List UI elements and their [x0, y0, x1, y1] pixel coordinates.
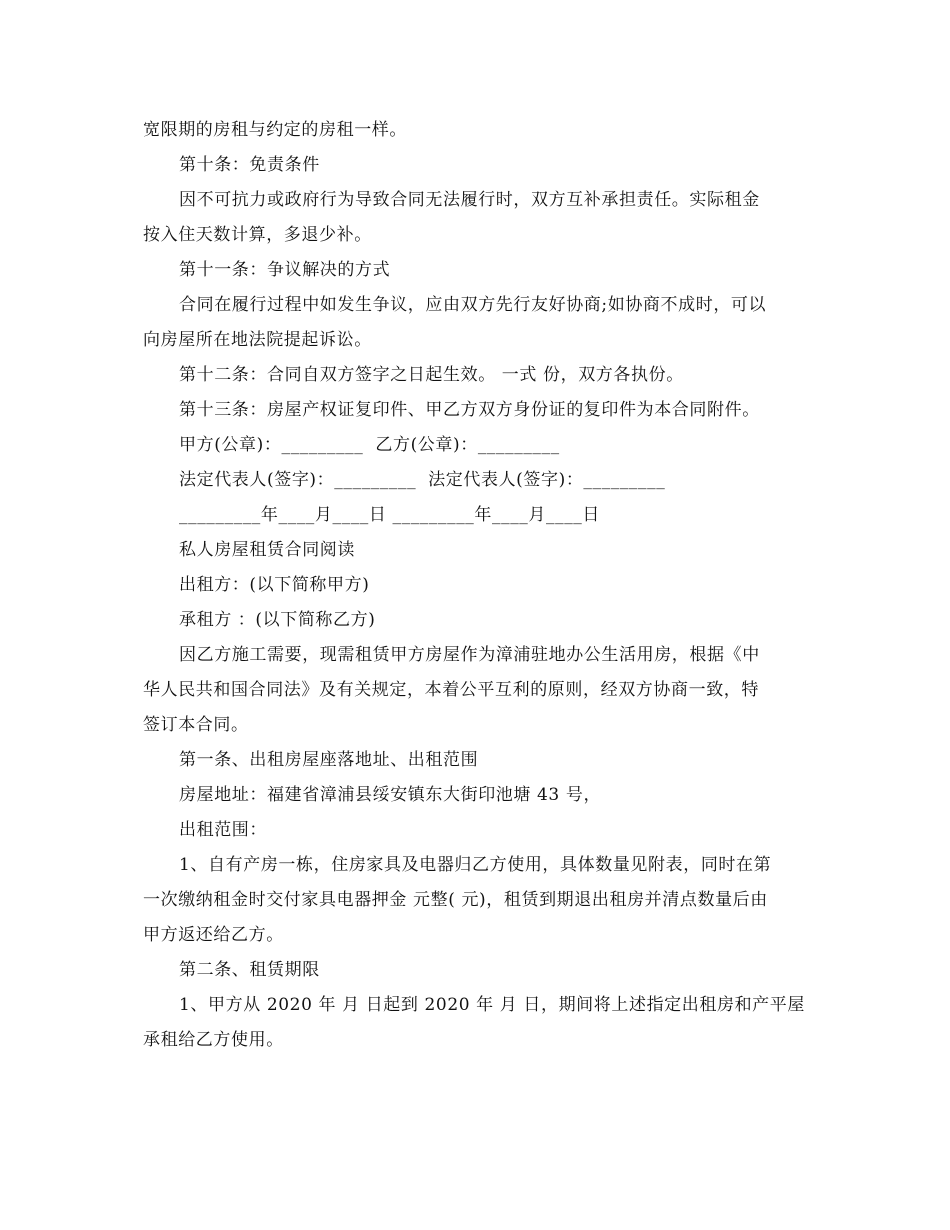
text-line: 私人房屋租赁合同阅读: [179, 540, 355, 560]
text-line: 甲方(公章)：_________ 乙方(公章)：_________: [179, 435, 560, 455]
text-line: 第一条、出租房屋座落地址、出租范围: [179, 750, 479, 770]
text-line: 1、自有产房一栋，住房家具及电器归乙方使用，具体数量见附表，同时在第: [179, 855, 772, 875]
text-line: 第十三条：房屋产权证复印件、甲乙方双方身份证的复印件为本合同附件。: [179, 400, 760, 420]
text-line: 按入住天数计算，多退少补。: [143, 225, 372, 245]
document-body: [143, 113, 808, 1058]
text-line: 出租范围：: [179, 820, 267, 840]
text-line: 甲方返还给乙方。: [143, 925, 284, 945]
text-line: _________年____月____日 _________年____月____日: [179, 505, 601, 525]
text-line: 第二条、租赁期限: [179, 960, 320, 980]
text-line: 承租给乙方使用。: [143, 1030, 284, 1050]
text-line: 因不可抗力或政府行为导致合同无法履行时，双方互补承担责任。实际租金: [179, 190, 760, 210]
text-line: 向房屋所在地法院提起诉讼。: [143, 330, 372, 350]
text-line: 1、甲方从 2020 年 月 日起到 2020 年 月 日，期间将上述指定出租房和产平屋: [179, 995, 805, 1015]
text-line: 合同在履行过程中如发生争议，应由双方先行友好协商;如协商不成时，可以: [179, 295, 767, 315]
text-line: 因乙方施工需要，现需租赁甲方房屋作为漳浦驻地办公生活用房，根据《中: [179, 645, 760, 665]
text-line: 出租方：(以下简称甲方): [179, 575, 370, 595]
text-line: 宽限期的房租与约定的房租一样。: [143, 120, 407, 140]
text-line: 华人民共和国合同法》及有关规定，本着公平互利的原则，经双方协商一致，特: [143, 680, 759, 700]
text-line: 承租方 ：(以下简称乙方): [179, 610, 376, 630]
text-line: 法定代表人(签字)：_________ 法定代表人(签字)：_________: [179, 470, 666, 490]
text-line: 第十二条：合同自双方签字之日起生效。 一式 份，双方各执份。: [179, 365, 684, 385]
text-line: 第十一条：争议解决的方式: [179, 260, 391, 280]
text-line: 房屋地址：福建省漳浦县绥安镇东大街印池塘 43 号，: [179, 785, 602, 805]
text-line: 签订本合同。: [143, 715, 249, 735]
text-line: 第十条：免责条件: [179, 155, 320, 175]
text-line: 一次缴纳租金时交付家具电器押金 元整( 元)，租赁到期退出租房并清点数量后由: [143, 890, 768, 910]
